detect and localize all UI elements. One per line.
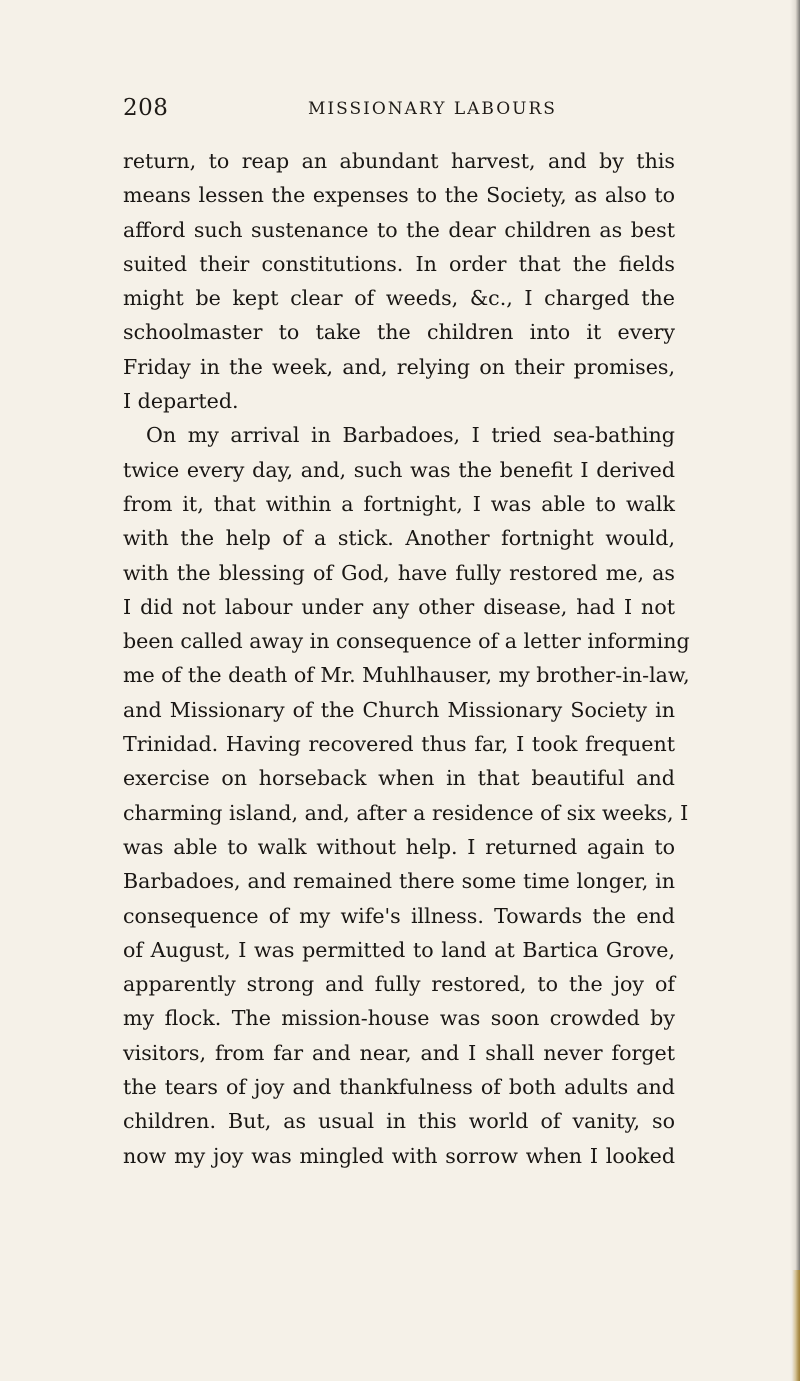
page-edge-shadow [790,0,800,1381]
text-line: the tears of joy and thankfulness of both adults and [123,1075,675,1100]
text-line: of August, I was permitted to land at Bartica Grove, [123,937,675,962]
text-line: with the blessing of God, have fully restored me, as [123,560,675,585]
text-line: twice every day, and, such was the benefit I derived [123,457,675,482]
text-line: been called away in consequence of a letter informing [123,629,690,654]
text-line: Friday in the week, and, relying on their promises, [123,354,675,379]
text-line: from it, that within a fortnight, I was able to walk [123,491,675,516]
text-line: visitors, from far and near, and I shall never forget [123,1040,675,1065]
paragraph-end-line: I departed. [123,389,239,414]
running-header [123,95,668,125]
text-line: was able to walk without help. I returned again to [123,834,675,859]
text-line: Barbadoes, and remained there some time longer, in [123,869,675,894]
text-line: consequence of my wife's illness. Towards the end [123,903,675,928]
text-line: charming island, and, after a residence of six weeks, I [123,800,689,825]
text-line: afford such sustenance to the dear children as best [123,217,675,242]
text-line: exercise on horseback when in that beautiful and [123,766,675,791]
text-line: Trinidad. Having recovered thus far, I took frequent [123,732,675,757]
text-line: might be kept clear of weeds, &c., I charged the [123,286,675,311]
text-line: my flock. The mission-house was soon crowded by [123,1006,675,1031]
page-number: 208 [123,95,169,121]
text-line: now my joy was mingled with sorrow when I looked [123,1143,675,1168]
text-line: apparently strong and fully restored, to the joy of [123,972,675,997]
text-line: suited their constitutions. In order that the fields [123,251,675,276]
text-line: return, to reap an abundant harvest, and by this [123,149,675,173]
text-line: children. But, as usual in this world of vanity, so [123,1109,675,1134]
text-line: means lessen the expenses to the Society, as also to [123,183,675,208]
running-title: MISSIONARY LABOURS [308,99,557,119]
page-edge-gilt [792,1270,800,1381]
paragraph-start-line: On my arrival in Barbadoes, I tried sea-bathing [146,423,675,448]
text-line: schoolmaster to take the children into it every [123,320,675,345]
text-line: I did not labour under any other disease, had I not [123,594,675,619]
text-line: with the help of a stick. Another fortnight would, [123,526,675,551]
text-line: me of the death of Mr. Muhlhauser, my brother-in-law, [123,663,690,688]
text-line: and Missionary of the Church Missionary Society in [123,697,675,722]
body-text [123,144,690,1173]
